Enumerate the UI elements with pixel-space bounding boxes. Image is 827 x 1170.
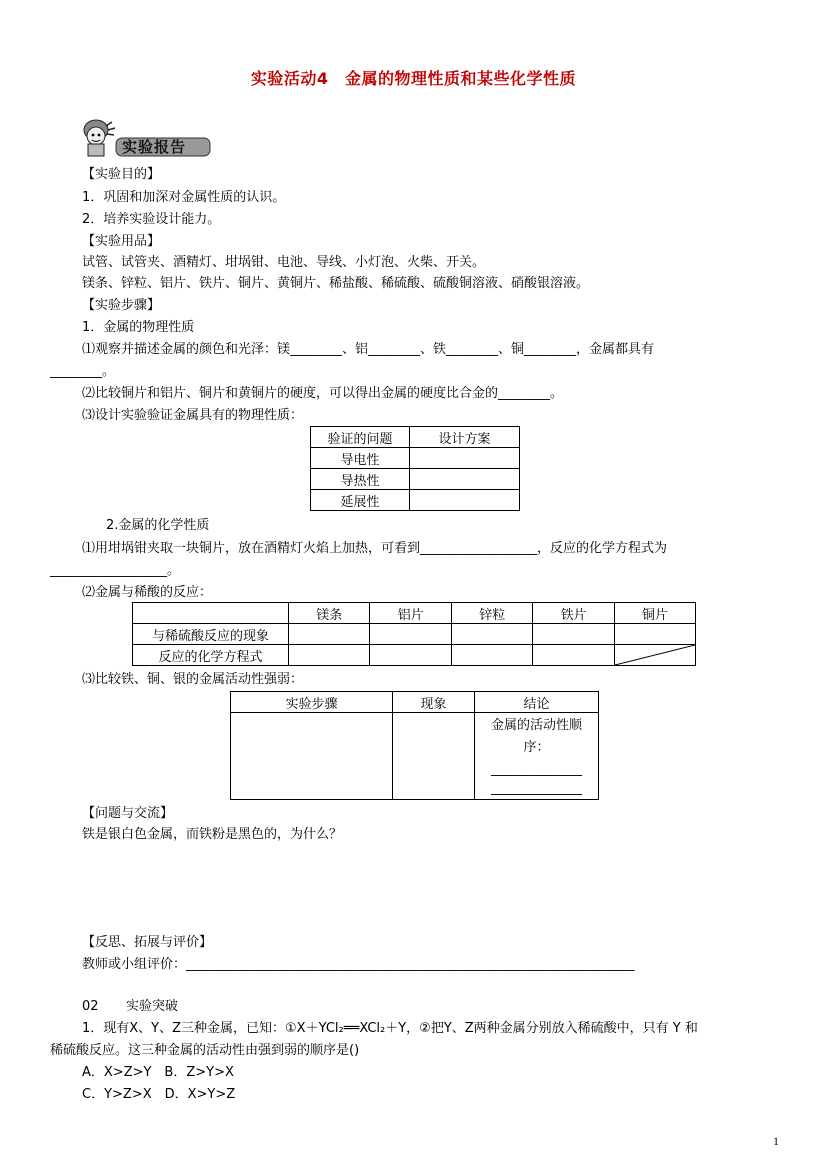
table-cell — [410, 448, 520, 469]
physical-q1-cont: ________。 — [50, 364, 116, 379]
conclusion-cell — [475, 713, 599, 800]
table-cell — [393, 713, 475, 800]
table-header: 镁条 — [288, 603, 370, 624]
physical-q1: ⑴观察并描述金属的颜色和光泽：镁________、铝________、铁________、铜________，金属都具有 — [82, 342, 655, 357]
activity-table — [230, 691, 599, 800]
problem-line: 稀硫酸反应。这三种金属的活动性由强到弱的顺序是() — [50, 1043, 360, 1058]
discussion-heading: 【问题与交流】 — [82, 806, 174, 821]
logo-text: 实验报告 — [122, 138, 187, 156]
table-cell — [410, 469, 520, 490]
table-cell — [615, 624, 696, 645]
chemical-q3: ⑶比较铁、铜、银的金属活动性强弱： — [82, 672, 304, 687]
physical-heading: 1．金属的物理性质 — [82, 320, 195, 335]
page-title: 实验活动4 金属的物理性质和某些化学性质 — [250, 69, 577, 88]
physical-q2: ⑵比较铜片和铝片、铜片和黄铜片的硬度，可以得出金属的硬度比合金的________。 — [82, 386, 564, 401]
table-row-label: 导电性 — [311, 448, 410, 469]
table-row-label: 反应的化学方程式 — [133, 645, 289, 666]
chemical-heading: 2.金属的化学性质 — [106, 518, 210, 533]
table-header: 验证的问题 — [311, 427, 410, 448]
conclusion-text: 金属的活动性顺 — [490, 718, 582, 733]
discussion-question: 铁是银白色金属，而铁粉是黑色的，为什么？ — [82, 827, 343, 842]
physical-table — [310, 426, 520, 511]
table-row-label: 与稀硫酸反应的现象 — [133, 624, 289, 645]
table-row-label: 延展性 — [311, 490, 410, 511]
conclusion-text: 序： — [523, 740, 550, 755]
chemical-q2: ⑵金属与稀酸的反应： — [82, 585, 213, 600]
table-cell — [370, 645, 452, 666]
section-number: 02 — [82, 999, 99, 1014]
table-cell — [451, 645, 533, 666]
experiment-report-logo — [78, 116, 212, 160]
table-cell — [370, 624, 452, 645]
reflection-line: 教师或小组评价：_____________________________________________________________________ — [82, 957, 635, 972]
problem-options: A．X>Z>Y B．Z>Y>X — [82, 1065, 234, 1080]
table-header: 锌粒 — [451, 603, 533, 624]
table-header: 现象 — [393, 692, 475, 713]
table-header: 设计方案 — [410, 427, 520, 448]
purpose-item: 1．巩固和加深对金属性质的认识。 — [82, 190, 286, 205]
table-cell — [451, 624, 533, 645]
page-number: 1 — [773, 1134, 779, 1148]
reflection-heading: 【反思、拓展与评价】 — [82, 935, 213, 950]
table-header: 铁片 — [533, 603, 615, 624]
table-header: 实验步骤 — [231, 692, 393, 713]
table-header: 铜片 — [615, 603, 696, 624]
table-cell — [288, 645, 370, 666]
table-header: 铝片 — [370, 603, 452, 624]
chemical-q1: ⑴用坩埚钳夹取一块铜片，放在酒精灯火焰上加热，可看到__________________，反应的化学方程式为 — [82, 541, 668, 556]
table-cell — [533, 624, 615, 645]
chemical-q1-cont: __________________。 — [50, 563, 181, 578]
purpose-item: 2．培养实验设计能力。 — [82, 212, 221, 227]
materials-line: 试管、试管夹、酒精灯、坩埚钳、电池、导线、小灯泡、火柴、开关。 — [82, 255, 486, 270]
table-header: 结论 — [475, 692, 599, 713]
materials-line: 镁条、锌粒、铝片、铁片、铜片、黄铜片、稀盐酸、稀硫酸、硫酸铜溶液、硝酸银溶液。 — [82, 276, 590, 291]
table-row-label: 导热性 — [311, 469, 410, 490]
conclusion-blank: ______________ — [491, 781, 582, 796]
problem-options: C．Y>Z>X D．X>Y>Z — [82, 1087, 236, 1102]
table-cell — [231, 713, 393, 800]
problem-line: 1．现有X、Y、Z三种金属，已知：①X＋YCl₂══XCl₂＋Y，②把Y、Z两种金属分别放入稀硫酸中，只有 Y 和 — [82, 1021, 698, 1036]
table-header — [133, 603, 289, 624]
diagonal-cell — [615, 645, 696, 666]
table-cell — [533, 645, 615, 666]
physical-q3: ⑶设计实验验证金属具有的物理性质： — [82, 408, 304, 423]
acid-table — [132, 602, 696, 666]
steps-heading: 【实验步骤】 — [82, 298, 161, 313]
diagonal-line-icon — [615, 645, 695, 665]
conclusion-blank: ______________ — [491, 762, 582, 777]
table-cell — [288, 624, 370, 645]
section-label: 实验突破 — [126, 999, 179, 1014]
table-cell — [410, 490, 520, 511]
purpose-heading: 【实验目的】 — [82, 167, 161, 182]
materials-heading: 【实验用品】 — [82, 234, 161, 249]
